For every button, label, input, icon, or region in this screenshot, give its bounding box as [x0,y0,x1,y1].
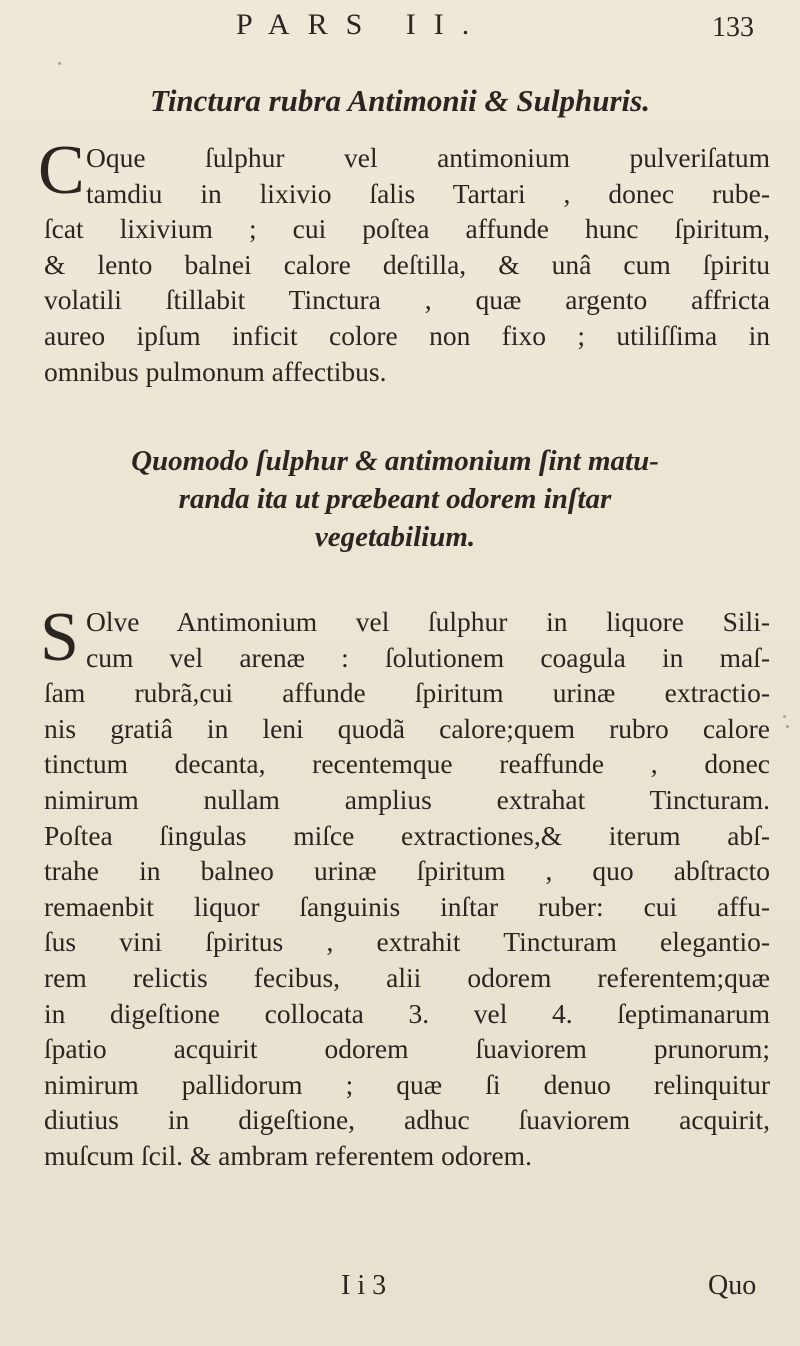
text-line: ſcat lixivium ; cui poſtea affunde hunc ſpiritum, [44,213,770,245]
text-line: remaenbit liquor ſanguinis inſtar ruber: cui affu- [44,890,770,922]
running-head [0,8,800,58]
text-line: aureo ipſum inficit colore non fixo ; utiliſſima in [44,319,770,351]
text-line: & lento balnei calore deſtilla, & unâ cum ſpiritu [44,248,770,280]
text-line: muſcum ſcil. & ambram referentem odorem. [44,1139,532,1171]
drop-cap-c: C [38,132,85,209]
page-footer [0,1270,800,1310]
text-line: Olve Antimonium vel ſulphur in liquore Sili- [86,606,770,637]
section-heading-quomodo [30,442,760,556]
text-line: nimirum nullam amplius extrahat Tincturam. [44,783,770,815]
signature-mark: I i 3 [341,1270,387,1301]
text-line: omnibus pulmonum affectibus. [44,355,387,387]
text-line: nimirum pallidorum ; quæ ſi denuo relinquitur [44,1068,770,1100]
text-line: tinctum decanta, recentemque reaffunde , donec [44,748,770,780]
heading-line: vegetabilium. [314,521,476,553]
page-number: 133 [712,12,754,43]
text-line: cum vel arenæ : ſolutionem coagula in maſ- [86,641,770,673]
section-heading-tinctura: Tinctura rubra Antimonii & Sulphuris. [150,83,650,118]
text-line: rem relictis fecibus, alii odorem referentem;quæ [44,961,770,993]
catchword: Quo [708,1270,757,1301]
text-line: ſam rubrã,cui affunde ſpiritum urinæ extractio- [44,677,770,709]
text-line: volatili ſtillabit Tinctura , quæ argento affricta [44,284,770,316]
paper-speck [783,715,786,718]
paragraph-solve [44,604,770,1174]
drop-cap-s: S [40,599,79,676]
heading-line: randa ita ut præbeant odorem inſtar [178,483,612,515]
paper-speck [786,725,789,728]
text-line: diutius in digeſtione, adhuc ſuaviorem acquirit, [44,1104,770,1136]
text-line: ſus vini ſpiritus , extrahit Tincturam elegantio- [44,926,770,958]
text-line: ſpatio acquirit odorem ſuaviorem prunorum; [44,1033,770,1065]
running-head-title: PARS II. [236,8,488,41]
text-line: trahe in balneo urinæ ſpiritum , quo abſtracto [44,855,770,887]
text-line: Oque ſulphur vel antimonium pulveriſatum [86,142,770,173]
paragraph-tinctura [44,140,770,389]
paper-speck [58,62,61,65]
text-line: nis gratiâ in leni quodã calore;quem rubro calore [44,712,770,744]
text-line: tamdiu in lixivio ſalis Tartari , donec rube- [86,177,770,209]
heading-line: Quomodo ſulphur & antimonium ſint matu- [131,445,659,477]
text-line: Poſtea ſingulas miſce extractiones,& iterum abſ- [44,819,770,851]
text-line: in digeſtione collocata 3. vel 4. ſeptimanarum [44,997,770,1029]
